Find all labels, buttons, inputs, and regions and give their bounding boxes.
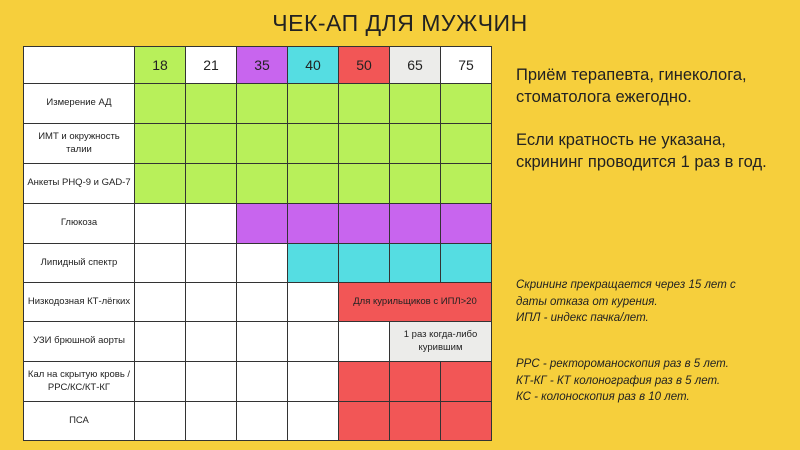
schedule-cell (186, 322, 237, 362)
header-row (24, 47, 492, 84)
schedule-cell (390, 402, 441, 441)
schedule-cell (186, 164, 237, 204)
row-label: ИМТ и окружность талии (24, 124, 135, 164)
note-line: даты отказа от курения. (516, 295, 658, 308)
schedule-cell (288, 283, 339, 322)
table-row (24, 283, 492, 322)
schedule-cell (390, 362, 441, 402)
schedule-cell (288, 204, 339, 244)
age-header: 65 (390, 47, 441, 84)
merged-note-cell: 1 раз когда-либо курившим (390, 322, 492, 362)
note-line: ИПЛ - индекс пачка/лет. (516, 312, 649, 325)
schedule-cell (237, 283, 288, 322)
age-header: 21 (186, 47, 237, 84)
schedule-cell (186, 124, 237, 164)
schedule-cell (441, 402, 492, 441)
schedule-cell (288, 362, 339, 402)
schedule-cell (390, 164, 441, 204)
smoking-notes (516, 277, 791, 327)
schedule-cell (288, 322, 339, 362)
schedule-cell (135, 204, 186, 244)
schedule-cell (288, 164, 339, 204)
age-header: 18 (135, 47, 186, 84)
schedule-cell (441, 362, 492, 402)
note-line: РРС - ректороманоскопия раз в 5 лет. (516, 358, 729, 370)
merged-note-cell: Для курильщиков с ИПЛ>20 (339, 283, 492, 322)
page-title: ЧЕК-АП ДЛЯ МУЖЧИН (272, 10, 528, 36)
schedule-cell (288, 84, 339, 124)
schedule-cell (339, 204, 390, 244)
note-line: Скрининг прекращается через 15 лет с (516, 279, 736, 291)
schedule-cell (237, 362, 288, 402)
schedule-cell (390, 124, 441, 164)
schedule-cell (288, 402, 339, 441)
row-label: Измерение АД (24, 84, 135, 124)
schedule-cell (339, 402, 390, 441)
row-label: УЗИ брюшной аорты (24, 322, 135, 362)
schedule-cell (237, 124, 288, 164)
schedule-cell (441, 204, 492, 244)
schedule-cell (339, 244, 390, 283)
schedule-cell (237, 322, 288, 362)
age-header: 40 (288, 47, 339, 84)
row-label: Глюкоза (24, 204, 135, 244)
abbreviation-notes (516, 356, 791, 406)
schedule-cell (339, 164, 390, 204)
note-line: КС - колоноскопия раз в 10 лет. (516, 391, 690, 404)
row-label: Низкодозная КТ-лёгких (24, 283, 135, 322)
schedule-cell (339, 84, 390, 124)
schedule-cell (135, 283, 186, 322)
side-info (516, 64, 786, 193)
schedule-cell (135, 244, 186, 283)
schedule-cell (186, 84, 237, 124)
side-paragraph-frequency: Если кратность не указана, скрининг проводится 1 раз в год. (516, 130, 767, 171)
table-row (24, 84, 492, 124)
schedule-cell (135, 402, 186, 441)
age-header: 75 (441, 47, 492, 84)
schedule-cell (237, 402, 288, 441)
schedule-cell (186, 402, 237, 441)
schedule-cell (237, 244, 288, 283)
schedule-cell (441, 124, 492, 164)
schedule-cell (237, 204, 288, 244)
corner-cell (24, 47, 135, 84)
table-row (24, 402, 492, 441)
table-row (24, 322, 492, 362)
schedule-cell (237, 84, 288, 124)
schedule-cell (441, 84, 492, 124)
schedule-cell (390, 244, 441, 283)
schedule-cell (288, 244, 339, 283)
schedule-cell (186, 244, 237, 283)
schedule-cell (441, 244, 492, 283)
schedule-cell (186, 204, 237, 244)
schedule-cell (135, 84, 186, 124)
schedule-cell (135, 362, 186, 402)
table-row (24, 204, 492, 244)
table-row (24, 244, 492, 283)
checkup-table (23, 46, 492, 441)
age-header: 50 (339, 47, 390, 84)
row-label: Липидный спектр (24, 244, 135, 283)
schedule-cell (135, 164, 186, 204)
schedule-cell (186, 283, 237, 322)
schedule-cell (135, 322, 186, 362)
table-row (24, 362, 492, 402)
table-row (24, 164, 492, 204)
schedule-cell (390, 204, 441, 244)
schedule-cell (441, 164, 492, 204)
side-paragraph-consult: Приём терапевта, гинеколога, стоматолога ежегодно. (516, 66, 747, 107)
row-label: Анкеты PHQ-9 и GAD-7 (24, 164, 135, 204)
row-label: ПСА (24, 402, 135, 441)
schedule-cell (339, 362, 390, 402)
table-row (24, 124, 492, 164)
schedule-cell (186, 362, 237, 402)
schedule-cell (339, 322, 390, 362)
schedule-cell (390, 84, 441, 124)
note-line: КТ-КГ - КТ колонография раз в 5 лет. (516, 374, 721, 387)
row-label: Кал на скрытую кровь /РРС/КС/КТ-КГ (24, 362, 135, 402)
schedule-cell (237, 164, 288, 204)
schedule-cell (135, 124, 186, 164)
schedule-cell (288, 124, 339, 164)
age-header: 35 (237, 47, 288, 84)
schedule-cell (339, 124, 390, 164)
